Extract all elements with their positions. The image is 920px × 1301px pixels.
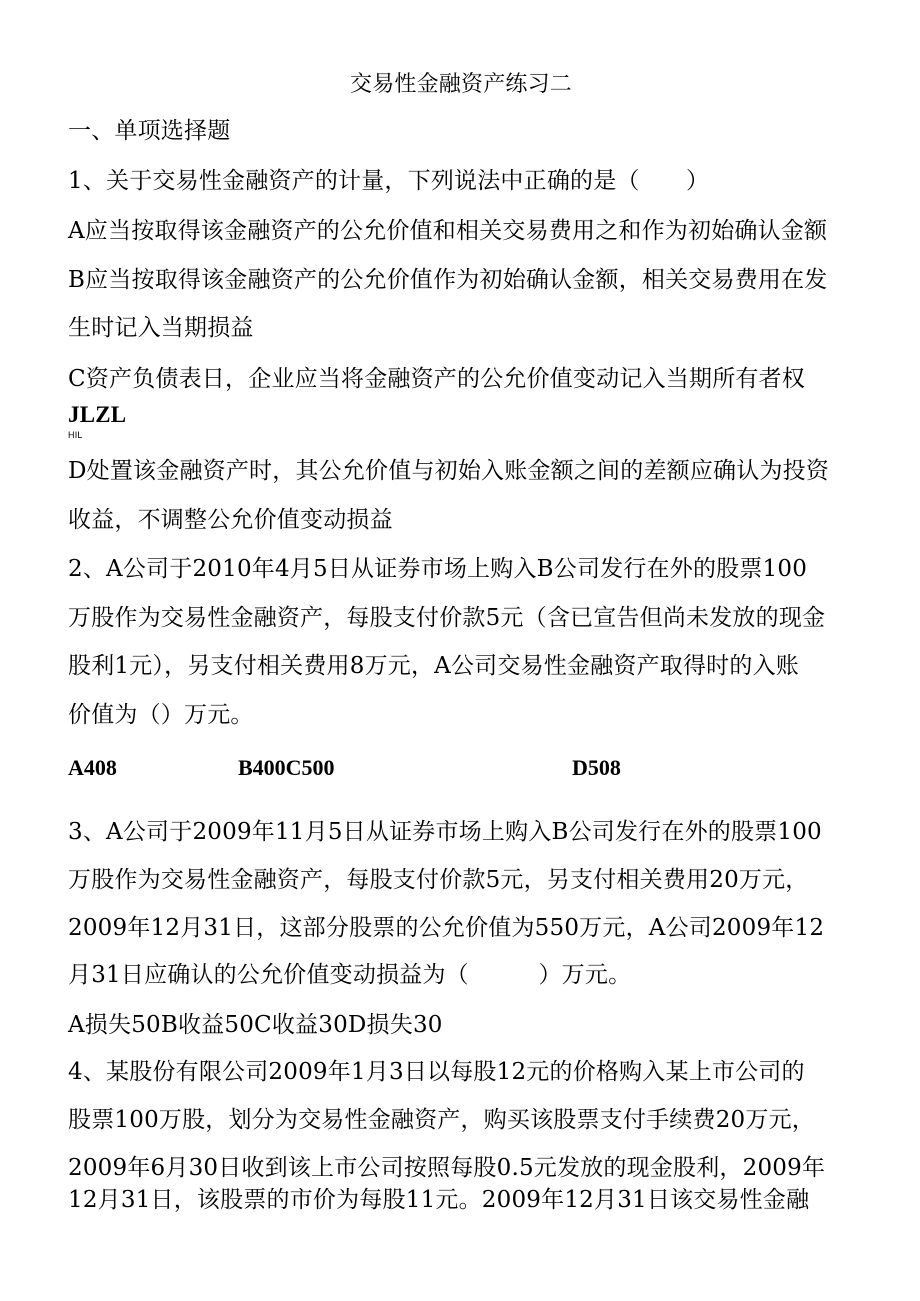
question-1-option-c: C资产负债表日，企业应当将金融资产的公允价值变动记入当期所有者权: [68, 366, 805, 392]
question-4-line-3: 2009年6月30日收到该上市公司按照每股0.5元发放的现金股利，2009年: [68, 1155, 826, 1181]
question-1-option-c-fragment: JLZL: [68, 402, 127, 427]
question-2-line-1: 2、A公司于2010年4月5日从证券市场上购入B公司发行在外的股票100: [68, 556, 808, 582]
question-1-option-d-line-1: D处置该金融资产时，其公允价值与初始入账金额之间的差额应确认为投资: [68, 458, 830, 484]
question-4-line-4: 12月31日，该股票的市价为每股11元。2009年12月31日该交易性金融: [68, 1187, 810, 1213]
question-3-line-2: 万股作为交易性金融资产，每股支付价款5元，另支付相关费用20万元，: [68, 867, 809, 893]
question-1-option-b-line-1: B应当按取得该金融资产的公允价值作为初始确认金额，相关交易费用在发: [68, 267, 828, 293]
question-2-line-3: 股利1元），另支付相关费用8万元，A公司交易性金融资产取得时的入账: [68, 653, 799, 679]
question-1-option-d-line-2: 收益，不调整公允价值变动损益: [68, 507, 393, 533]
question-2-option-a: A408: [68, 755, 117, 780]
question-1-option-c-small-fragment: HIL: [68, 430, 83, 440]
document-title: 交易性金融资产练习二: [350, 72, 573, 97]
question-3-line-4: 月31日应确认的公允价值变动损益为（ ）万元。: [68, 962, 632, 988]
question-3-options: A损失50B收益50C收益30D损失30: [68, 1012, 443, 1038]
question-4-line-2: 股票100万股，划分为交易性金融资产，购买该股票支付手续费20万元，: [68, 1107, 815, 1133]
question-1-stem: 1、关于交易性金融资产的计量，下列说法中正确的是（ ）: [68, 168, 710, 194]
question-2-line-4: 价值为（）万元。: [68, 702, 254, 728]
question-2-option-d: D508: [572, 755, 621, 780]
question-1-option-b-line-2: 生时记入当期损益: [68, 315, 254, 341]
question-3-line-3: 2009年12月31日，这部分股票的公允价值为550万元，A公司2009年12: [68, 915, 825, 941]
question-1-option-a: A应当按取得该金融资产的公允价值和相关交易费用之和作为初始确认金额: [68, 218, 828, 244]
question-4-line-1: 4、某股份有限公司2009年1月3日以每股12元的价格购入某上市公司的: [68, 1059, 805, 1085]
question-2-option-b-c: B400C500: [238, 755, 335, 780]
section-heading: 一、单项选择题: [68, 118, 231, 144]
question-2-line-2: 万股作为交易性金融资产，每股支付价款5元（含已宣告但尚未发放的现金: [68, 605, 826, 631]
question-3-line-1: 3、A公司于2009年11月5日从证券市场上购入B公司发行在外的股票100: [68, 819, 822, 845]
